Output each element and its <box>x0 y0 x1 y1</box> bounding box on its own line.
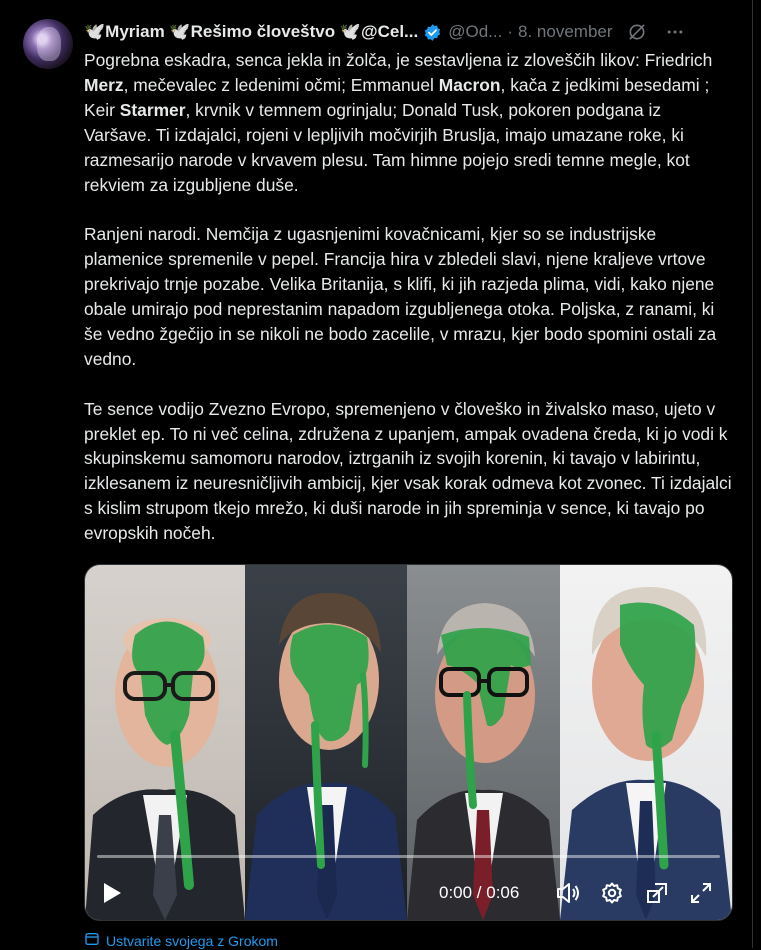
separator-dot: · <box>507 22 514 41</box>
video-time-display: 0:00 / 0:06 <box>439 883 520 902</box>
post-text-segment: , kača z jedkimi besedami ; Keir <box>84 74 710 120</box>
fullscreen-icon[interactable] <box>689 881 713 905</box>
post-text <box>84 48 732 546</box>
settings-icon[interactable] <box>600 881 624 905</box>
post-name-bold: Starmer <box>119 99 186 120</box>
paragraph-gap <box>84 372 732 397</box>
grok-create-label: Ustvarite svojega z Grokom <box>106 932 278 949</box>
video-panel-4 <box>560 565 732 920</box>
video-panel-2 <box>245 565 407 920</box>
more-options-icon[interactable] <box>665 22 685 42</box>
play-icon[interactable] <box>101 881 123 905</box>
post-text-segment: Te sence vodijo Zvezno Evropo, spremenjeno v človeško in živalsko maso, ujeto v preklet ep. To ni več celina, združena z upanjem, ampak ovadena čreda, ki jo vodi k skupinskemu samomoru narodov, iztrganih iz svojih korenin, ki tavajo v labirintu, izklesanem iz neuresničljivih ambicij, kjer vsak korak odmeva kot zvonec. Ti izdajalci s kislim strupom tkejo mrežo, ki duši narode in jih spreminja v sence, ki tavajo po evropskih nočeh. <box>84 398 732 544</box>
author-avatar[interactable] <box>23 19 73 69</box>
video-player[interactable] <box>84 564 733 921</box>
post-text-segment: , mečevalec z ledenimi očmi; Emmanuel <box>123 74 439 95</box>
post-paragraph <box>84 397 732 546</box>
post-paragraph <box>84 222 732 371</box>
post-text-segment: , krvnik v temnem ogrinjalu; Donald Tusk, pokoren podgana iz Varšave. Ti izdajalci, rojeni v lepljivih močvirjih Bruslja, imajo umazane roke, ki razmesarijo narode v krvavem plesu. Tam himne pojejo sredi temne megle, kot rekviem za izgubljene duše. <box>84 99 690 195</box>
pip-icon[interactable] <box>645 881 669 905</box>
grok-icon[interactable] <box>627 22 647 42</box>
post-name-bold: Macron <box>438 74 501 95</box>
grok-create-link[interactable] <box>84 931 278 950</box>
verified-badge-icon <box>423 23 442 42</box>
tweet-header <box>84 20 744 44</box>
post-date[interactable]: 8. november <box>518 22 613 41</box>
post-name-bold: Merz <box>84 74 124 95</box>
author-display-name[interactable]: 🕊️Myriam 🕊️Rešimo človeštvo 🕊️@Cel... <box>84 22 419 41</box>
video-panel-3 <box>407 565 560 920</box>
video-panel-1 <box>85 565 245 920</box>
author-handle[interactable]: @Od... <box>448 22 503 41</box>
post-paragraph <box>84 48 732 197</box>
paragraph-gap <box>84 197 732 222</box>
post-text-segment: Ranjeni narodi. Nemčija z ugasnjenimi kovačnicami, kjer so se industrijske plamenice spremenile v pepel. Francija hira v zbledeli slavi, njene kraljeve vrtove prekrivajo trnje pozabe. Velika Britanija, s klifi, ki jih razjeda plima, vidi, kako njene obale umirajo pod neprestanim napadom izgubljenega otoka. Poljska, z ranami, ki še vedno žgečijo in se nikoli ne bodo zacelile, v mrazu, kjer bodo spomini ostali za vedno. <box>84 224 717 369</box>
volume-icon[interactable] <box>555 881 581 905</box>
post-text-segment: Pogrebna eskadra, senca jekla in žolča, je sestavljena iz zloveščih likov: Friedrich <box>84 50 713 70</box>
video-progress-bar[interactable] <box>97 855 720 858</box>
grok-create-icon <box>84 931 100 950</box>
